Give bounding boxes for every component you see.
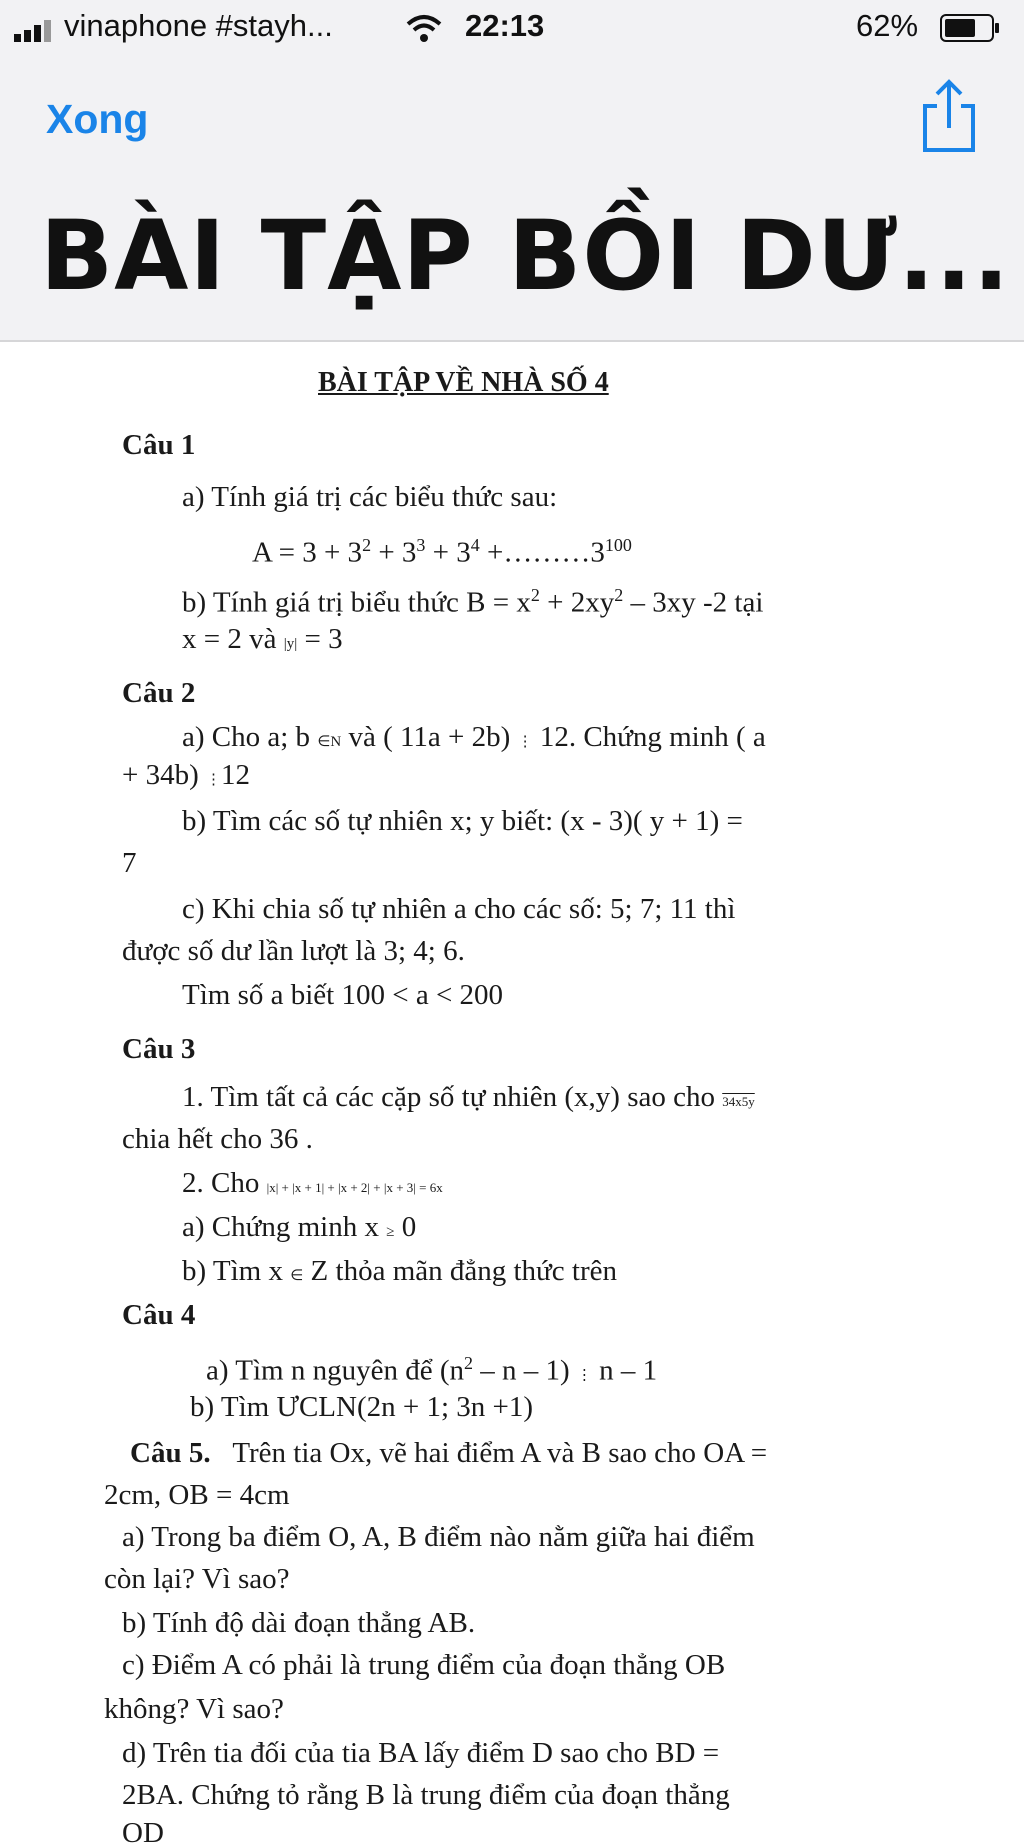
battery-icon [940, 14, 1000, 42]
carrier-name: vinaphone #stayh... [64, 8, 333, 43]
q5-c-cont: không? Vì sao? [104, 1693, 284, 1725]
document-title: BÀI TẬP BỒI DƯ... [40, 200, 1011, 312]
q5-c: c) Điểm A có phải là trung điểm của đoạn thẳng OB [122, 1649, 726, 1681]
share-icon[interactable] [917, 76, 981, 156]
q5-d: d) Trên tia đối của tia BA lấy điểm D sao cho BD = [122, 1737, 720, 1769]
clock: 22:13 [465, 8, 545, 43]
q1-b-condition: x = 2 và |y| = 3 [182, 623, 343, 655]
signal-icon [14, 20, 58, 42]
status-bar [0, 0, 1024, 58]
doc-heading: BÀI TẬP VỀ NHÀ SỐ 4 [318, 367, 609, 398]
q4-a: a) Tìm n nguyên để ($n^2$ – n – 1) ⋮ n – 1 [206, 1353, 658, 1387]
q3-p1-cont: chia hết cho 36 . [122, 1123, 313, 1155]
q2-c-cont: được số dư lần lượt là 3; 4; 6. [122, 935, 465, 967]
q5-a: a) Trong ba điểm O, A, B điểm nào nằm giữa hai điểm [122, 1521, 755, 1553]
q3-p2: 2. Cho |x| + |x + 1| + |x + 2| + |x + 3| = 6x [182, 1167, 443, 1199]
q1-b: b) Tính giá trị biểu thức $B = x^2 + 2xy^2 - 3xy$ -2 tại [182, 585, 764, 619]
q1-a-expression: $A = 3 + 3^2 + 3^3 + 3^4$ $+\dots\dots\dots 3^{100}$ [252, 535, 632, 569]
battery-percent: 62% [856, 8, 919, 43]
q3-b: b) Tìm x ∈ Z thỏa mãn đẳng thức trên [182, 1255, 617, 1287]
q2-c: c) Khi chia số tự nhiên a cho các số: 5; 7; 11 thì [182, 893, 736, 925]
q3-label: Câu 3 [122, 1033, 196, 1065]
q5-a-cont: còn lại? Vì sao? [104, 1563, 290, 1595]
q1-a: a) Tính giá trị các biểu thức sau: [182, 481, 558, 513]
q4-b: b) Tìm ƯCLN(2n + 1; 3n +1) [190, 1391, 534, 1423]
q5-intro-cont: 2cm, OB = 4cm [104, 1479, 290, 1511]
q4-label: Câu 4 [122, 1299, 196, 1331]
q2-a-cont: + 34b) ⋮12 [122, 759, 251, 791]
document-page [0, 342, 1024, 1846]
q5-d-end: OD [122, 1817, 164, 1846]
done-button[interactable]: Xong [46, 96, 149, 142]
q3-p1: 1. Tìm tất cả các cặp số tự nhiên (x,y) sao cho 34x5y [182, 1081, 755, 1113]
q5-d-cont: 2BA. Chứng tỏ rằng B là trung điểm của đoạn thẳng [122, 1779, 730, 1811]
q2-a: a) Cho a; b ∈N và ( 11a + 2b) ⋮ 12. Chứng minh ( a [182, 721, 766, 753]
q2-label: Câu 2 [122, 677, 196, 709]
q1-label: Câu 1 [122, 429, 196, 461]
q2-c-find: Tìm số a biết 100 < a < 200 [182, 979, 504, 1011]
q2-b: b) Tìm các số tự nhiên x; y biết: (x - 3)( y + 1) = [182, 805, 743, 837]
wifi-icon [404, 12, 444, 44]
q2-b-cont: 7 [122, 847, 137, 879]
q5-intro: Câu 5. Trên tia Ox, vẽ hai điểm A và B sao cho OA = [130, 1437, 768, 1469]
q3-a: a) Chứng minh x ≥ 0 [182, 1211, 417, 1243]
q5-b: b) Tính độ dài đoạn thẳng AB. [122, 1607, 476, 1639]
